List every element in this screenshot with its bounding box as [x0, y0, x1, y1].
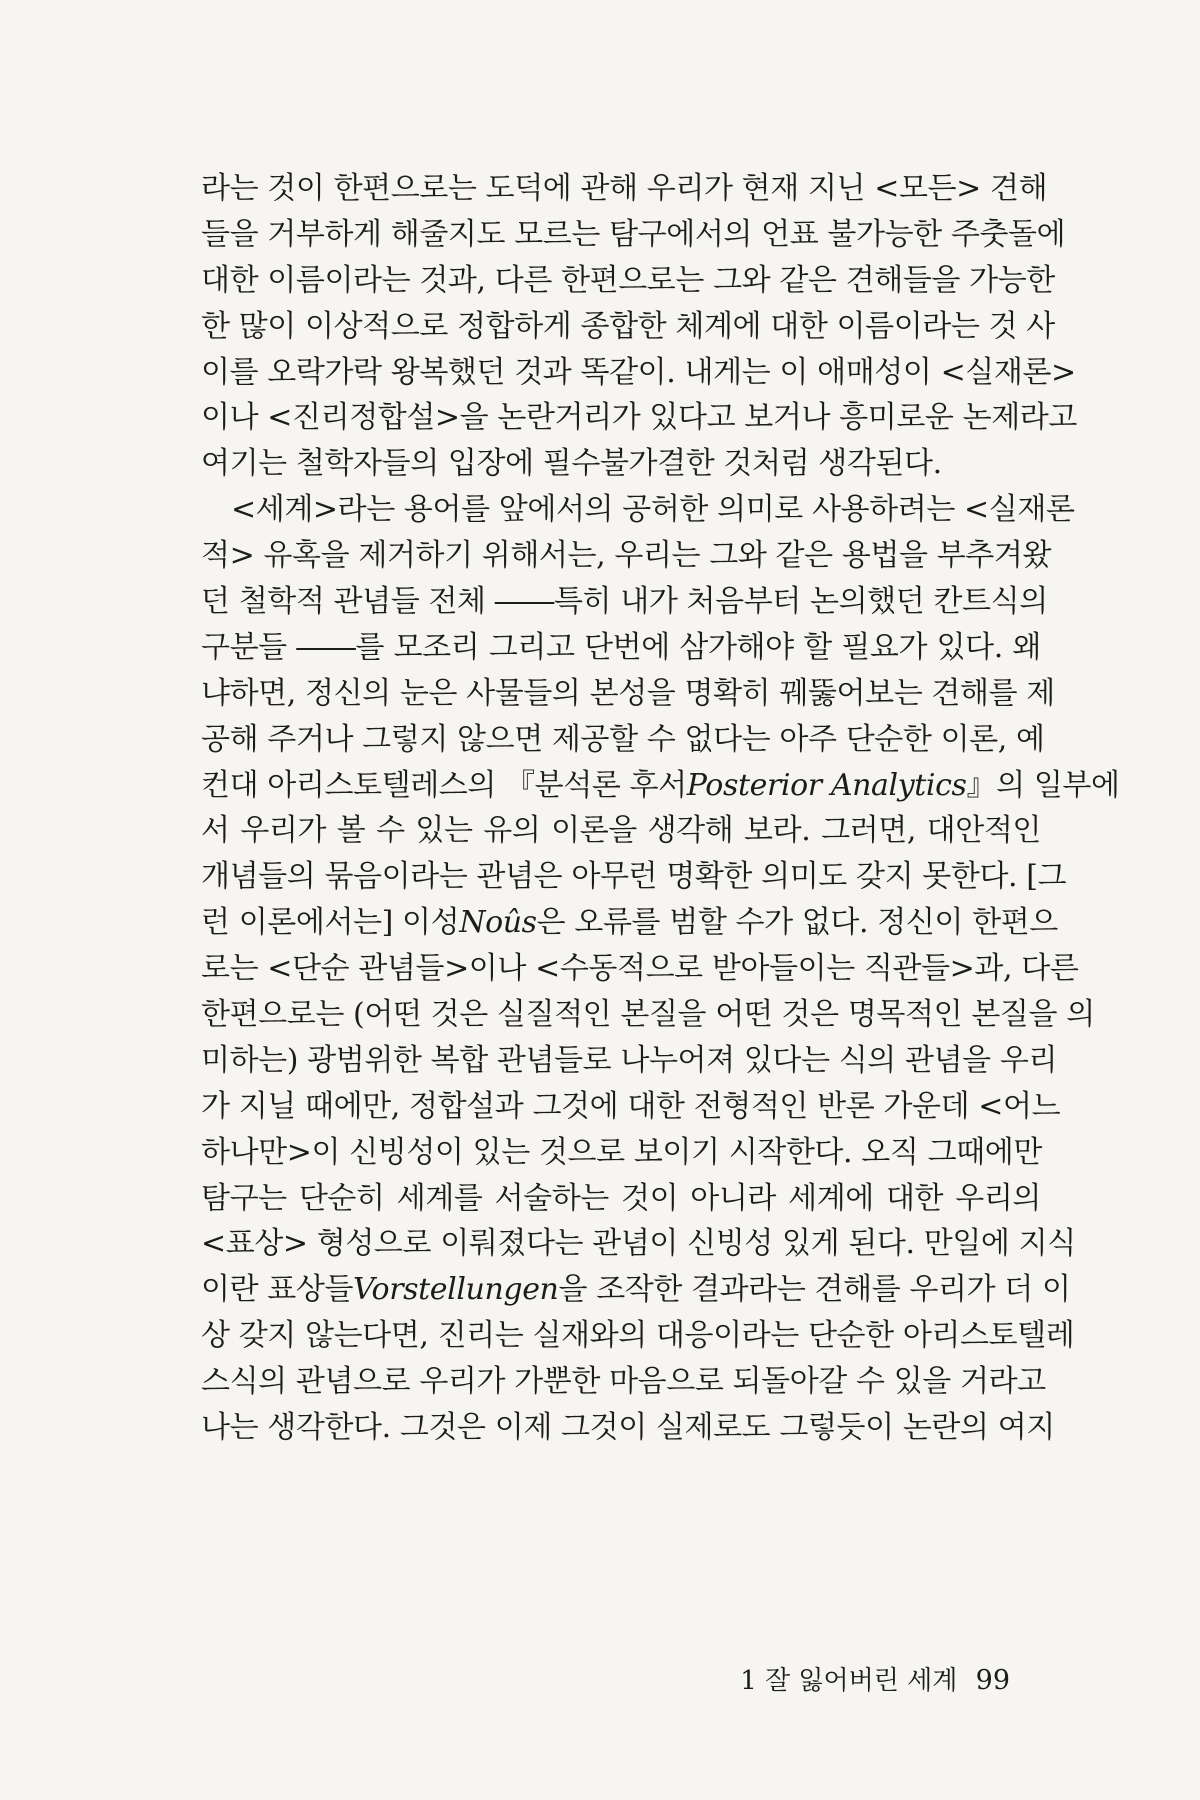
- text-line: <표상> 형성으로 이뤄졌다는 관념이 신빙성 있게 된다. 만일에 지식: [201, 1226, 1076, 1262]
- text-line: 이를 오락가락 왕복했던 것과 똑같이. 내게는 이 애매성이 <실재론>: [201, 354, 1076, 390]
- text-line: [201, 1267, 1071, 1313]
- text-line: 던 철학적 관념들 전체 ――특히 내가 처음부터 논의했던 칸트식의: [201, 584, 1048, 620]
- line-start: 런 이론에서는] 이성: [201, 905, 460, 941]
- page-number: 99: [975, 1665, 1010, 1696]
- line-start: 컨대 아리스토텔레스의 『분석론 후서: [201, 767, 687, 803]
- text-line: 대한 이름이라는 것과, 다른 한편으로는 그와 같은 견해들을 가능한: [201, 262, 1055, 298]
- text-line: 가 지닐 때에만, 정합설과 그것에 대한 전형적인 반론 가운데 <어느: [201, 1088, 1061, 1124]
- body-text: [201, 166, 1120, 1451]
- text-line: 미하는) 광범위한 복합 관념들로 나누어져 있다는 식의 관념을 우리: [201, 1042, 1058, 1078]
- text-line: 하나만>이 신빙성이 있는 것으로 보이기 시작한다. 오직 그때에만: [201, 1134, 1042, 1170]
- text-line: 여기는 철학자들의 입장에 필수불가결한 것처럼 생각된다.: [201, 446, 942, 482]
- text-line: 공해 주거나 그렇지 않으면 제공할 수 없다는 아주 단순한 이론, 예: [201, 721, 1045, 757]
- text-line: <세계>라는 용어를 앞에서의 공허한 의미로 사용하려는 <실재론: [231, 492, 1075, 528]
- line-end: 은 오류를 범할 수가 없다. 정신이 한편으: [536, 905, 1058, 941]
- line-end: 을 조작한 결과라는 견해를 우리가 더 이: [558, 1272, 1071, 1308]
- text-line: 구분들 ――를 모조리 그리고 단번에 삼가해야 할 필요가 있다. 왜: [201, 629, 1041, 665]
- line-end: 』의 일부에: [966, 767, 1120, 803]
- italic-title: Posterior Analytics: [686, 767, 967, 803]
- text-line: 상 갖지 않는다면, 진리는 실재와의 대응이라는 단순한 아리스토텔레: [201, 1318, 1075, 1354]
- line-start: 이란 표상들: [201, 1272, 354, 1308]
- text-line: 나는 생각한다. 그것은 이제 그것이 실제로도 그렇듯이 논란의 여지: [201, 1410, 1055, 1446]
- italic-term: Noûs: [459, 905, 537, 941]
- text-line: 스식의 관념으로 우리가 가뿐한 마음으로 되돌아갈 수 있을 거라고: [201, 1364, 1046, 1400]
- text-line: 한편으로는 (어떤 것은 실질적인 본질을 어떤 것은 명목적인 본질을 의: [201, 997, 1095, 1033]
- text-line: 한 많이 이상적으로 정합하게 종합한 체계에 대한 이름이라는 것 사: [201, 308, 1055, 344]
- text-line: 이나 <진리정합설>을 논란거리가 있다고 보거나 흥미로운 논제라고: [201, 400, 1077, 436]
- text-line: [201, 900, 1058, 946]
- running-footer-chapter: 1 잘 잃어버린 세계: [740, 1666, 958, 1696]
- text-line: 개념들의 묶음이라는 관념은 아무런 명확한 의미도 갖지 못한다. [그: [201, 859, 1067, 895]
- text-line: [201, 763, 1120, 809]
- text-line: 들을 거부하게 해줄지도 모르는 탐구에서의 언표 불가능한 주춧돌에: [201, 216, 1066, 252]
- italic-term: Vorstellungen: [353, 1272, 559, 1308]
- text-line: 라는 것이 한편으로는 도덕에 관해 우리가 현재 지닌 <모든> 견해: [201, 171, 1048, 206]
- text-line: 서 우리가 볼 수 있는 유의 이론을 생각해 보라. 그러면, 대안적인: [201, 813, 1041, 849]
- text-line: 냐하면, 정신의 눈은 사물들의 본성을 명확히 꿰뚫어보는 견해를 제: [201, 675, 1055, 711]
- text-line: 로는 <단순 관념들>이나 <수동적으로 받아들이는 직관들>과, 다른: [201, 951, 1079, 987]
- text-line: 적> 유혹을 제거하기 위해서는, 우리는 그와 같은 용법을 부추겨왔: [201, 538, 1052, 574]
- text-line: 탐구는 단순히 세계를 서술하는 것이 아니라 세계에 대한 우리의: [201, 1180, 1041, 1216]
- page-footer: [740, 1660, 1010, 1697]
